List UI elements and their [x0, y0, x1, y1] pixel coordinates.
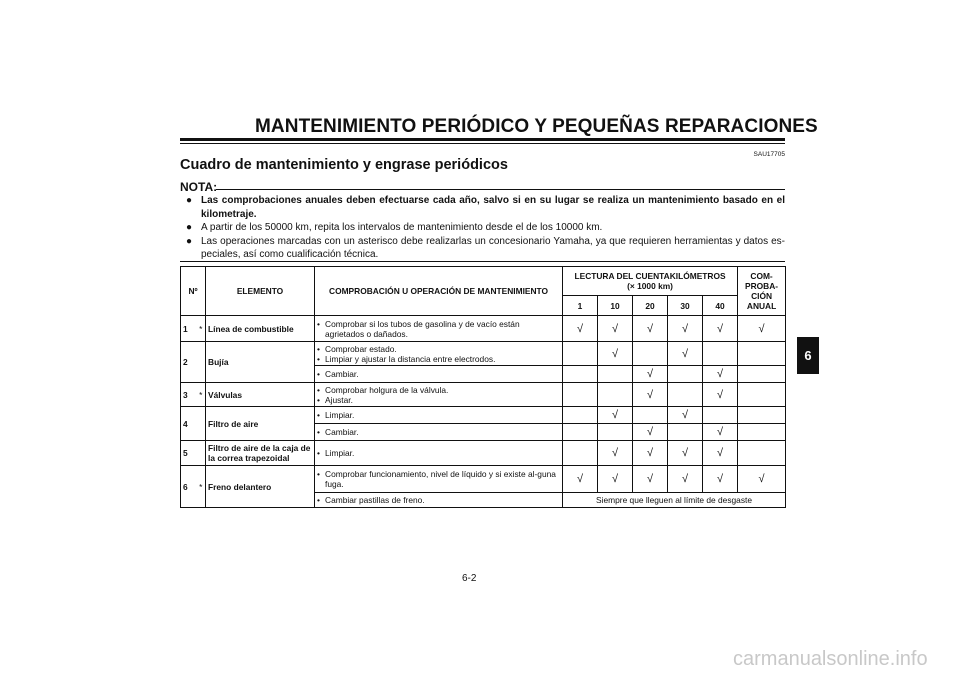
nota-rule	[216, 189, 785, 190]
row-number: 1	[181, 316, 197, 342]
row-number: 6	[181, 466, 197, 508]
row-operation: • Cambiar pastillas de freno.	[315, 493, 563, 508]
check-mark: √	[633, 366, 668, 383]
header-odometer	[563, 267, 738, 296]
header-num: Nº	[181, 267, 206, 316]
table-row	[181, 441, 786, 466]
check-mark: √	[633, 316, 668, 342]
check-mark: √	[738, 466, 786, 493]
check-mark: √	[598, 466, 633, 493]
row-element: Línea de combustible	[206, 316, 315, 342]
check-mark: √	[598, 441, 633, 466]
page-number: 6-2	[462, 573, 477, 584]
nota-end-rule	[180, 261, 785, 262]
row-asterisk	[197, 441, 206, 466]
row-asterisk	[197, 342, 206, 383]
nota-item: ● Las comprobaciones anuales deben efectuarse cada año, salvo si en su lugar se realiza un mantenimiento basado en el kilometraje.	[186, 195, 785, 220]
row-operation: • Comprobar holgura de la válvula. • Ajustar.	[315, 383, 563, 407]
row-number: 4	[181, 407, 197, 441]
header-rule-thin	[180, 143, 785, 144]
check-mark: √	[563, 316, 598, 342]
header-km: 10	[598, 296, 633, 316]
check-mark: √	[668, 441, 703, 466]
check-mark: √	[633, 466, 668, 493]
section-code: SAU17705	[753, 151, 785, 158]
header-km: 30	[668, 296, 703, 316]
row-operation: • Limpiar.	[315, 441, 563, 466]
check-mark: √	[668, 466, 703, 493]
row-number: 2	[181, 342, 197, 383]
header-element: ELEMENTO	[206, 267, 315, 316]
header-km: 20	[633, 296, 668, 316]
table-row	[181, 407, 786, 424]
row-element: Filtro de aire de la caja de la correa trapezoidal	[206, 441, 315, 466]
table-row	[181, 466, 786, 493]
nota-label: NOTA:	[180, 180, 218, 194]
nota-list	[186, 194, 785, 262]
check-mark: √	[633, 424, 668, 441]
watermark: carmanualsonline.info	[733, 648, 928, 670]
row-element: Válvulas	[206, 383, 315, 407]
header-odometer-unit: (× 1000 km)	[627, 281, 673, 291]
check-mark: √	[598, 316, 633, 342]
check-mark: √	[703, 316, 738, 342]
header-operation: COMPROBACIÓN U OPERACIÓN DE MANTENIMIENTO	[315, 267, 563, 316]
chapter-tab: 6	[797, 337, 819, 374]
table-row	[181, 316, 786, 342]
header-annual: COM-PROBA-CIÓN ANUAL	[738, 267, 786, 316]
check-mark: √	[703, 466, 738, 493]
row-element: Filtro de aire	[206, 407, 315, 441]
check-mark: √	[668, 342, 703, 366]
row-element: Freno delantero	[206, 466, 315, 508]
row-operation: • Comprobar funcionamiento, nivel de líquido y si existe al-guna fuga.	[315, 466, 563, 493]
check-mark: √	[598, 342, 633, 366]
check-mark: √	[668, 407, 703, 424]
row-operation: • Comprobar estado. • Limpiar y ajustar la distancia entre electrodos.	[315, 342, 563, 366]
header-km: 40	[703, 296, 738, 316]
check-mark: √	[598, 407, 633, 424]
table-row	[181, 383, 786, 407]
row-operation: • Cambiar.	[315, 424, 563, 441]
row-operation: • Limpiar.	[315, 407, 563, 424]
bullet-icon: ●	[186, 235, 193, 247]
header-km: 1	[563, 296, 598, 316]
row-asterisk	[197, 407, 206, 441]
row-asterisk: *	[197, 316, 206, 342]
row-asterisk: *	[197, 466, 206, 508]
row-note: Siempre que lleguen al límite de desgaste	[563, 493, 786, 508]
header-odometer-label: LECTURA DEL CUENTAKILÓMETROS	[574, 271, 726, 281]
row-element: Bujía	[206, 342, 315, 383]
check-mark: √	[703, 441, 738, 466]
row-asterisk: *	[197, 383, 206, 407]
section-title: Cuadro de mantenimiento y engrase periódicos	[180, 157, 508, 173]
check-mark: √	[563, 466, 598, 493]
nota-item: ● A partir de los 50000 km, repita los intervalos de mantenimiento desde el de los 10000 km.	[186, 222, 603, 233]
row-number: 3	[181, 383, 197, 407]
nota-item: ● Las operaciones marcadas con un asterisco debe realizarlas un concesionario Yamaha, ya que requieren herramientas y datos es-peciales, así como cualificación técnica.	[186, 235, 785, 260]
check-mark: √	[703, 424, 738, 441]
check-mark: √	[633, 441, 668, 466]
table-header-row	[181, 267, 786, 296]
check-mark: √	[703, 366, 738, 383]
check-mark: √	[738, 316, 786, 342]
maintenance-table	[180, 266, 786, 508]
bullet-icon: ●	[186, 195, 193, 206]
check-mark: √	[633, 383, 668, 407]
header-rule	[180, 138, 785, 141]
page-header-title: MANTENIMIENTO PERIÓDICO Y PEQUEÑAS REPARACIONES	[255, 116, 818, 137]
check-mark: √	[668, 316, 703, 342]
check-mark: √	[703, 383, 738, 407]
table-row	[181, 342, 786, 366]
row-operation: • Comprobar si los tubos de gasolina y de vacío están agrietados o dañados.	[315, 316, 563, 342]
bullet-icon: ●	[186, 222, 193, 233]
row-operation: • Cambiar.	[315, 366, 563, 383]
row-number: 5	[181, 441, 197, 466]
